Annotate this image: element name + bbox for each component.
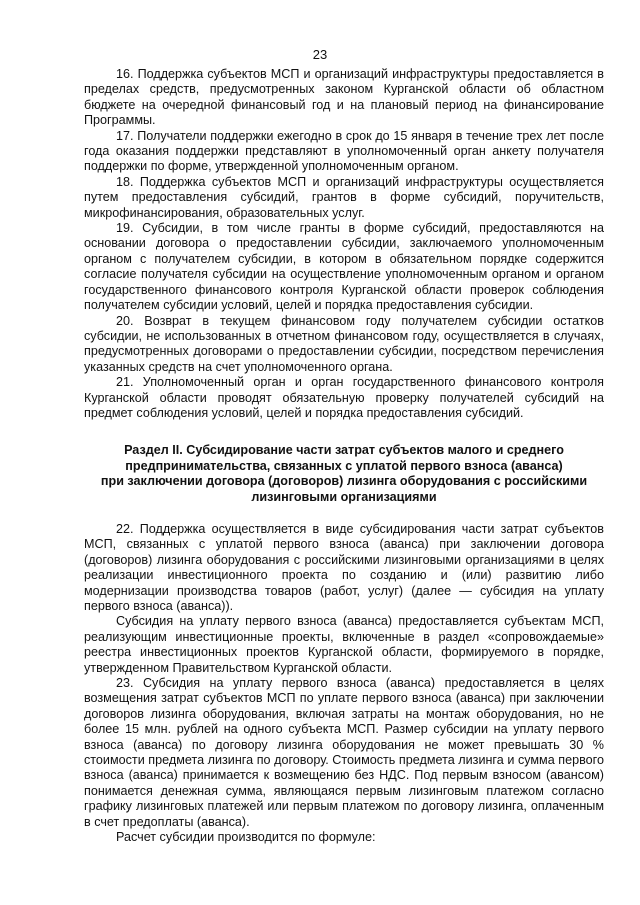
paragraph-formula-intro: Расчет субсидии производится по формуле: [116, 830, 376, 845]
paragraph-18: 18. Поддержка субъектов МСП и организаций инфраструктуры осуществляется путем предоставления субсидий, грантов в форме субсидий, поручительств, микрофинансирования, образовательных услуг. [84, 174, 604, 220]
section-heading-line-2: при заключении договора (договоров) лизинга оборудования с российскими лизинговыми организациями [100, 474, 588, 504]
section-heading-line-1: Раздел II. Субсидирование части затрат субъектов малого и среднего предпринимательства, связанных с уплатой первого взноса (аванса) [124, 443, 564, 473]
page-number: 23 [312, 47, 328, 62]
paragraph-22-subsidy: Субсидия на уплату первого взноса (аванса) предоставляется субъектам МСП, реализующим инвестиционные проекты, включенные в раздел «сопровождаемые» реестра инвестиционных проектов Курганской области, формируемого в порядке, утвержденном Правительством Курганской области. [84, 614, 604, 675]
section-heading [84, 443, 604, 505]
paragraph-23: 23. Субсидия на уплату первого взноса (аванса) предоставляется в целях возмещения затрат субъектов МСП по уплате первого взноса (аванса) при заключении договоров лизинга оборудования, включая затраты на монтаж оборудования, но не более 15 млн. рублей на одного субъекта МСП. Размер субсидии на уплату первого взноса (аванса) по договору лизинга оборудования не может превышать 30 % стоимости предмета лизинга по договору. Стоимость предмета лизинга и сумма первого взноса (аванса) принимается к возмещению без НДС. Под первым взносом (авансом) понимается денежная сумма, являющаяся первым лизинговым платежом согласно графику лизинговых платежей или первым платежом по договору лизинга, оплаченным в счет предоплаты (аванса). [84, 676, 604, 829]
paragraph-19: 19. Субсидии, в том числе гранты в форме субсидий, предоставляются на основании договора о предоставлении субсидии, заключаемого уполномоченным органом с получателем субсидии, в котором в обязательном порядке содержится согласие получателя субсидии на осуществление уполномоченным органом и органом государственного финансового контроля Курганской области проверок соблюдения получателем субсидии условий, целей и порядка предоставления субсидии. [84, 221, 604, 313]
paragraph-20: 20. Возврат в текущем финансовом году получателем субсидии остатков субсидии, не использованных в отчетном финансовом году, осуществляется в случаях, предусмотренных договорами о предоставлении субсидии, посредством перечисления указанных средств на счет уполномоченного органа. [84, 313, 604, 374]
paragraph-16: 16. Поддержка субъектов МСП и организаций инфраструктуры предоставляется в пределах средств, предусмотренных законом Курганской области об областном бюджете на очередной финансовый год и на плановый период на финансирование Программы. [84, 67, 604, 128]
paragraph-21: 21. Уполномоченный орган и орган государственного финансового контроля Курганской области проводят обязательную проверку получателей субсидий на предмет соблюдения условий, целей и порядка предоставления субсидий. [84, 375, 604, 420]
paragraph-22: 22. Поддержка осуществляется в виде субсидирования части затрат субъектов МСП, связанных с уплатой первого взноса (аванса) при заключении договора (договоров) лизинга оборудования с российскими лизинговыми организациями в целях реализации инвестиционного проекта по созданию и (или) развитию либо модернизации производства товаров (работ, услуг) (далее — субсидия на уплату первого взноса (аванса)). [84, 521, 604, 613]
paragraph-17: 17. Получатели поддержки ежегодно в срок до 15 января в течение трех лет после года оказания поддержки представляют в уполномоченный орган анкету получателя поддержки по форме, утвержденной уполномоченным органом. [84, 128, 604, 174]
document-body [84, 67, 604, 846]
